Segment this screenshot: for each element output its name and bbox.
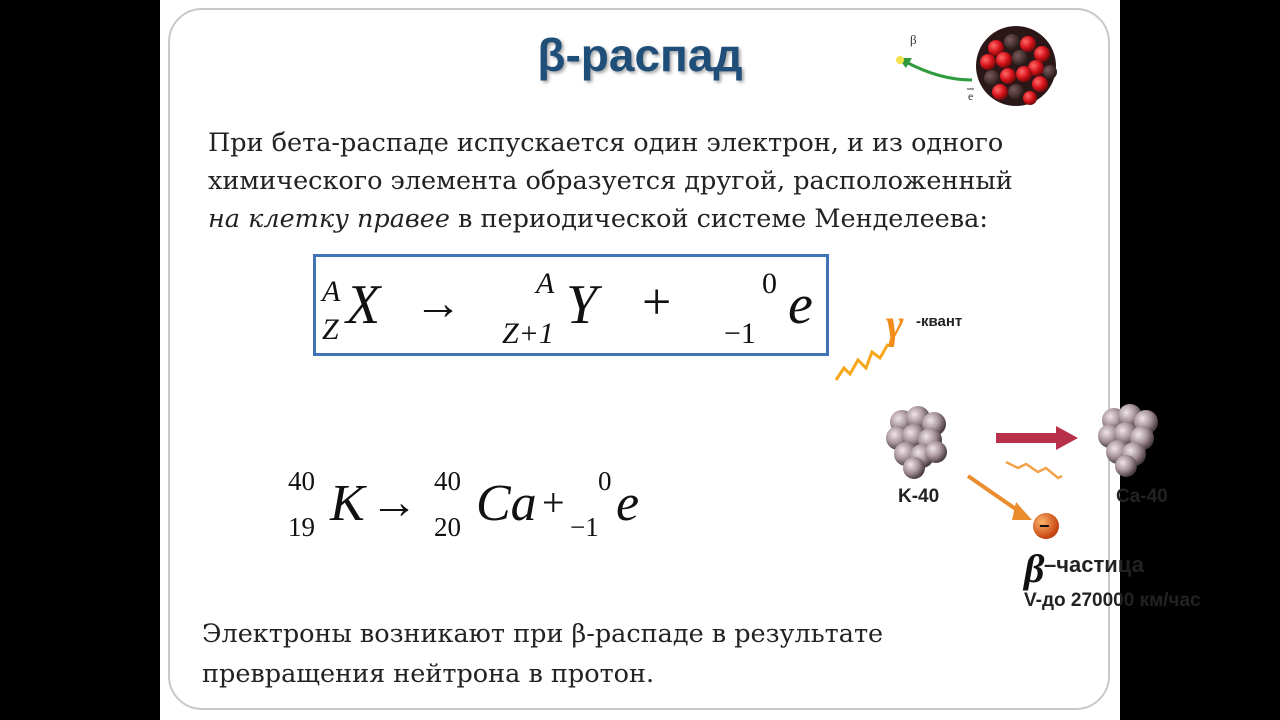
- intro-italic: на клетку правее: [208, 204, 450, 234]
- electron-mass: 0: [762, 267, 777, 300]
- reaction-arrow: →: [414, 277, 462, 330]
- ca-symbol: Ca: [476, 475, 537, 532]
- intro-line-2: химического элемента образуется другой, расположенный: [208, 166, 1013, 196]
- k-plus: +: [542, 480, 565, 525]
- intro-paragraph: [208, 124, 1088, 238]
- daughter-symbol: Y: [566, 274, 598, 336]
- bottom-line-2: превращения нейтрона в протон.: [202, 659, 655, 689]
- electron-label: e: [968, 89, 974, 103]
- ca40-nucleus: [1098, 404, 1158, 477]
- k40-label: K-40: [898, 486, 940, 507]
- k-arrow: →: [370, 476, 418, 529]
- electron-symbol: e: [788, 274, 813, 336]
- decay-diagram: [720, 290, 1201, 620]
- daughter-mass: A: [536, 267, 555, 300]
- k-e-mass: 0: [598, 466, 612, 496]
- slide-title: β-распад: [537, 29, 743, 81]
- bottom-line-1: Электроны возникают при β-распаде в результате: [202, 619, 884, 649]
- electron-charge: −1: [724, 317, 756, 350]
- slide: [160, 0, 1201, 720]
- nucleus-red: [976, 26, 1057, 106]
- beta-symbol: β: [1024, 546, 1045, 591]
- plus-sign: +: [642, 274, 672, 331]
- velocity-label: V-до 270000 км/час: [1024, 590, 1201, 611]
- beta-particle-minus: −: [1039, 516, 1050, 536]
- k-symbol: K: [330, 475, 365, 532]
- potassium-formula: [280, 462, 660, 552]
- bottom-paragraph: [202, 614, 1082, 694]
- gamma-symbol: γ: [886, 302, 904, 348]
- intro-line-3-rest: в периодической системе Менделеева:: [449, 204, 988, 234]
- gamma-label: -квант: [916, 313, 963, 330]
- parent-symbol: X: [346, 274, 381, 336]
- beta-label: β: [910, 32, 917, 47]
- k-e-symbol: e: [616, 475, 640, 532]
- k-e-charge: −1: [570, 512, 599, 542]
- k-charge: 19: [288, 512, 315, 542]
- ca-charge: 20: [434, 512, 461, 542]
- ca-mass: 40: [434, 466, 461, 496]
- intro-line-1: При бета-распаде испускается один электрон, и из одного: [208, 128, 1004, 158]
- mass-number: A: [322, 275, 341, 308]
- k-mass: 40: [288, 466, 315, 496]
- gamma-wave: [836, 344, 888, 380]
- ca40-label: Ca-40: [1116, 486, 1168, 507]
- charge-number: Z: [322, 313, 339, 346]
- nucleus-emission-icon: [880, 22, 1060, 112]
- neutrino-wave: [1006, 462, 1062, 478]
- beta-particle-label: –частица: [1044, 552, 1144, 577]
- daughter-charge: Z+1: [502, 317, 554, 350]
- k40-nucleus: [886, 406, 947, 479]
- intro-line-3: [208, 200, 1088, 238]
